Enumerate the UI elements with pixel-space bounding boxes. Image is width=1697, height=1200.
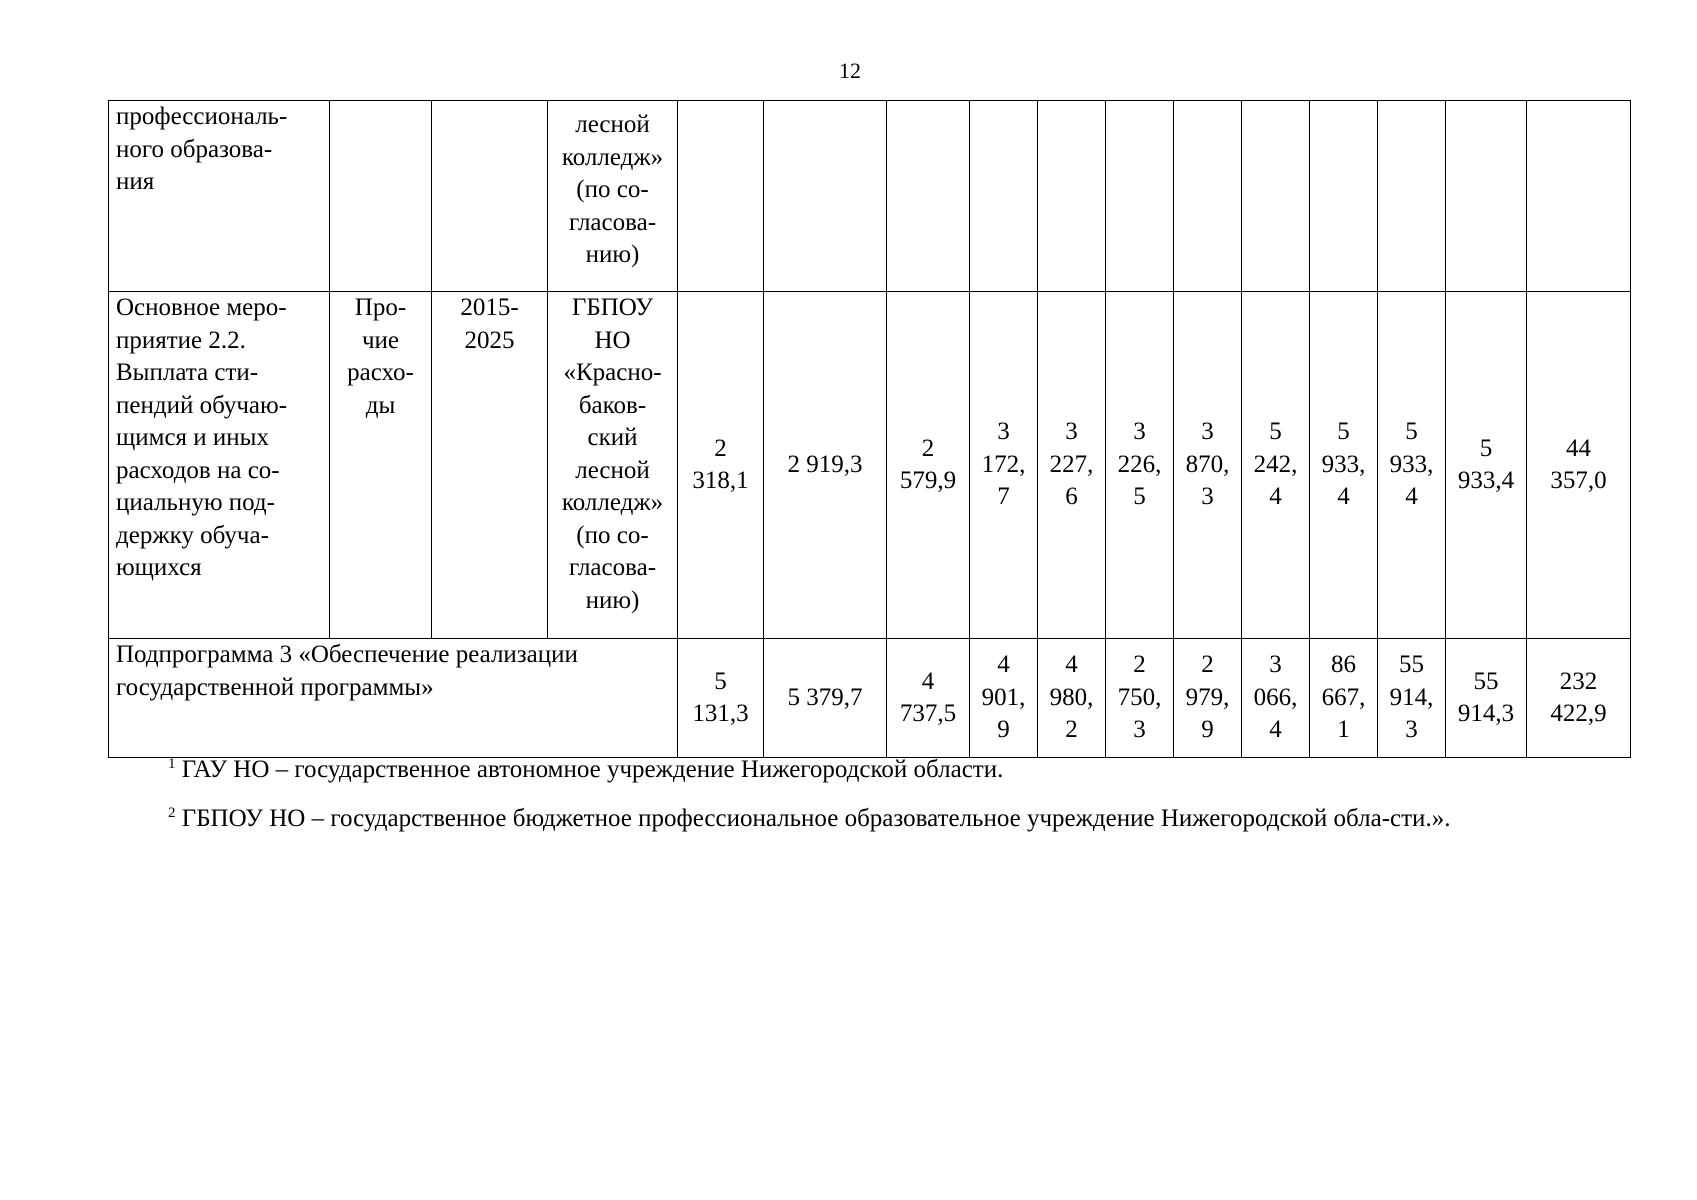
total-cell: 44 357,0	[1527, 292, 1631, 639]
value-cell: 4 737,5	[887, 639, 970, 758]
value-cell: 5 933,4	[1446, 292, 1527, 639]
value-cell: 4 980, 2	[1038, 639, 1106, 758]
value-cell	[764, 101, 887, 292]
value-cell	[887, 101, 970, 292]
table-row	[109, 101, 1631, 292]
footnote-text: ГАУ НО – государственное автономное учреждение Нижегородской области.	[181, 756, 1004, 783]
value-cell	[970, 101, 1038, 292]
value-cell	[1174, 101, 1242, 292]
value-cell	[1310, 101, 1378, 292]
value-cell: 2 750, 3	[1106, 639, 1174, 758]
value-cell: 55 914,3	[1446, 639, 1527, 758]
value-cell	[1242, 101, 1310, 292]
value-cell: 3 227, 6	[1038, 292, 1106, 639]
subprogram-name-cell: Подпрограмма 3 «Обеспечение реализации государственной программы»	[109, 639, 678, 758]
table-row	[109, 639, 1631, 758]
activity-name-cell: профессиональ- ного образова- ния	[109, 101, 330, 292]
value-cell: 55 914, 3	[1378, 639, 1446, 758]
value-cell: 3 226, 5	[1106, 292, 1174, 639]
budget-table	[108, 100, 1631, 758]
value-cell: 5 379,7	[764, 639, 887, 758]
value-cell: 4 901, 9	[970, 639, 1038, 758]
value-cell: 3 066, 4	[1242, 639, 1310, 758]
footnote-mark: 2	[168, 805, 176, 821]
value-cell	[1038, 101, 1106, 292]
value-cell: 5 933, 4	[1378, 292, 1446, 639]
expense-category-cell	[330, 101, 432, 292]
activity-name-cell: Основное меро- приятие 2.2. Выплата сти- пендий обучаю- щимся и иных расходов на со- циальную под- держку обуча- ющихся	[109, 292, 330, 639]
value-cell	[678, 101, 764, 292]
expense-category-cell: Про- чие расхо- ды	[330, 292, 432, 639]
value-cell: 2 318,1	[678, 292, 764, 639]
value-cell: 86 667, 1	[1310, 639, 1378, 758]
page-number: 12	[839, 58, 861, 83]
value-cell: 3 172, 7	[970, 292, 1038, 639]
value-cell	[1106, 101, 1174, 292]
value-cell: 2 919,3	[764, 292, 887, 639]
value-cell: 5 131,3	[678, 639, 764, 758]
total-cell: 232 422,9	[1527, 639, 1631, 758]
footnote-text: ГБПОУ НО – государственное бюджетное профессиональное образовательное учреждение Нижегородской обла-сти.».	[181, 805, 1451, 832]
value-cell: 5 242, 4	[1242, 292, 1310, 639]
value-cell	[1446, 101, 1527, 292]
executor-cell: лесной колледж» (по со- гласова- нию)	[548, 101, 678, 292]
footnote-2	[108, 795, 1588, 846]
value-cell: 2 579,9	[887, 292, 970, 639]
value-cell: 2 979, 9	[1174, 639, 1242, 758]
value-cell	[1378, 101, 1446, 292]
period-cell: 2015- 2025	[432, 292, 548, 639]
footnote-1	[108, 754, 1588, 789]
value-cell	[1527, 101, 1631, 292]
table-row	[109, 292, 1631, 639]
value-cell: 3 870, 3	[1174, 292, 1242, 639]
footnote-mark: 1	[168, 756, 176, 772]
period-cell	[432, 101, 548, 292]
executor-cell: ГБПОУ НО «Красно- баков- ский лесной колледж» (по со- гласова- нию)	[548, 292, 678, 639]
value-cell: 5 933, 4	[1310, 292, 1378, 639]
